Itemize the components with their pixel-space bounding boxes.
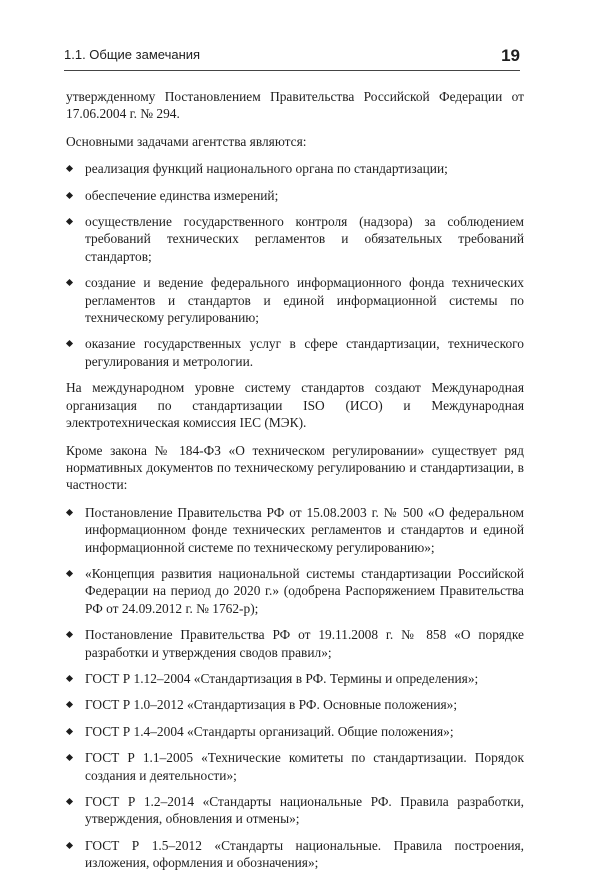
list-item-text: оказание государственных услуг в сфере стандартизации, технического регулирования и метрологии. [85,336,524,369]
diamond-bullet-icon [66,701,73,708]
list-item [66,696,524,713]
diamond-bullet-icon [66,165,73,172]
list-item [66,793,524,828]
diamond-bullet-icon [66,631,73,638]
list-item [66,335,524,370]
list-item [66,723,524,740]
list-item [66,670,524,687]
diamond-bullet-icon [66,798,73,805]
header-rule [64,70,520,71]
diamond-bullet-icon [66,509,73,516]
list-item-text: ГОСТ Р 1.1–2005 «Технические комитеты по стандартизации. Порядок создания и деятельности»; [85,750,524,783]
list-item-text: осуществление государственного контроля (надзора) за соблюдением требований технических регламентов и обязательных требований стандартов; [85,214,524,264]
list-item [66,504,524,556]
list-item-text: Постановление Правительства РФ от 15.08.2003 г. № 500 «О федеральном информационном фонде технических регламентов и стандартов и единой информационной системе по техническому регулированию»; [85,504,524,555]
diamond-bullet-icon [66,754,73,761]
list-item [66,187,524,204]
list-item-text: создание и ведение федерального информационного фонда технических регламентов и стандартов и единой информационной системы по техническому регулированию; [85,275,524,326]
diamond-bullet-icon [66,340,73,347]
list-item [66,749,524,784]
list-item-text: Постановление Правительства РФ от 19.11.2008 г. № 858 «О порядке разработки и утверждения сводов правил»; [85,627,524,660]
list-item-text: ГОСТ Р 1.4–2004 «Стандарты организаций. Общие положения»; [85,723,454,739]
section-title: 1.1. Общие замечания [64,47,201,62]
list-item-text: реализация функций национального органа по стандартизации; [85,161,448,177]
page-number: 19 [501,46,520,65]
list-item [66,837,524,872]
running-header [64,47,520,64]
diamond-bullet-icon [66,279,73,286]
international-paragraph: На международном уровне систему стандартов создают Международная организация по стандартизации ISO (ИСО) и Международная электротехническая комиссия IEC (МЭК). [66,380,524,431]
diamond-bullet-icon [66,728,73,735]
list-item-text: «Концепция развития национальной системы стандартизации Российской Федерации на период до 2020 г.» (одобрена Распоряжением Правительства РФ от 24.09.2012 г. № 1762-р); [85,565,524,616]
list-item-text: ГОСТ Р 1.0–2012 «Стандартизация в РФ. Основные положения»; [85,697,458,713]
list-item [66,626,524,661]
list-item-text: ГОСТ Р 1.12–2004 «Стандартизация в РФ. Термины и определения»; [85,670,479,686]
documents-intro: Кроме закона № 184-ФЗ «О техническом регулировании» существует ряд нормативных документов по техническому регулированию и стандартизации, в частности: [66,442,524,493]
intro-continuation: утвержденному Постановлением Правительства Российской Федерации от 17.06.2004 г. № 294. [66,89,524,122]
list-item-text: ГОСТ Р 1.2–2014 «Стандарты национальные РФ. Правила разработки, утверждения, обновления и отмены»; [85,794,524,827]
tasks-list [66,160,524,370]
diamond-bullet-icon [66,192,73,199]
tasks-intro: Основными задачами агентства являются: [66,133,307,149]
diamond-bullet-icon [66,675,73,682]
list-item [66,213,524,265]
page-body [66,88,524,881]
diamond-bullet-icon [66,218,73,225]
diamond-bullet-icon [66,570,73,577]
list-item-text: ГОСТ Р 1.5–2012 «Стандарты национальные. Правила построения, изложения, оформления и обозначения»; [85,837,524,871]
list-item [66,274,524,326]
list-item [66,565,524,617]
documents-list [66,504,524,872]
list-item [66,160,524,177]
list-item-text: обеспечение единства измерений; [85,187,279,203]
